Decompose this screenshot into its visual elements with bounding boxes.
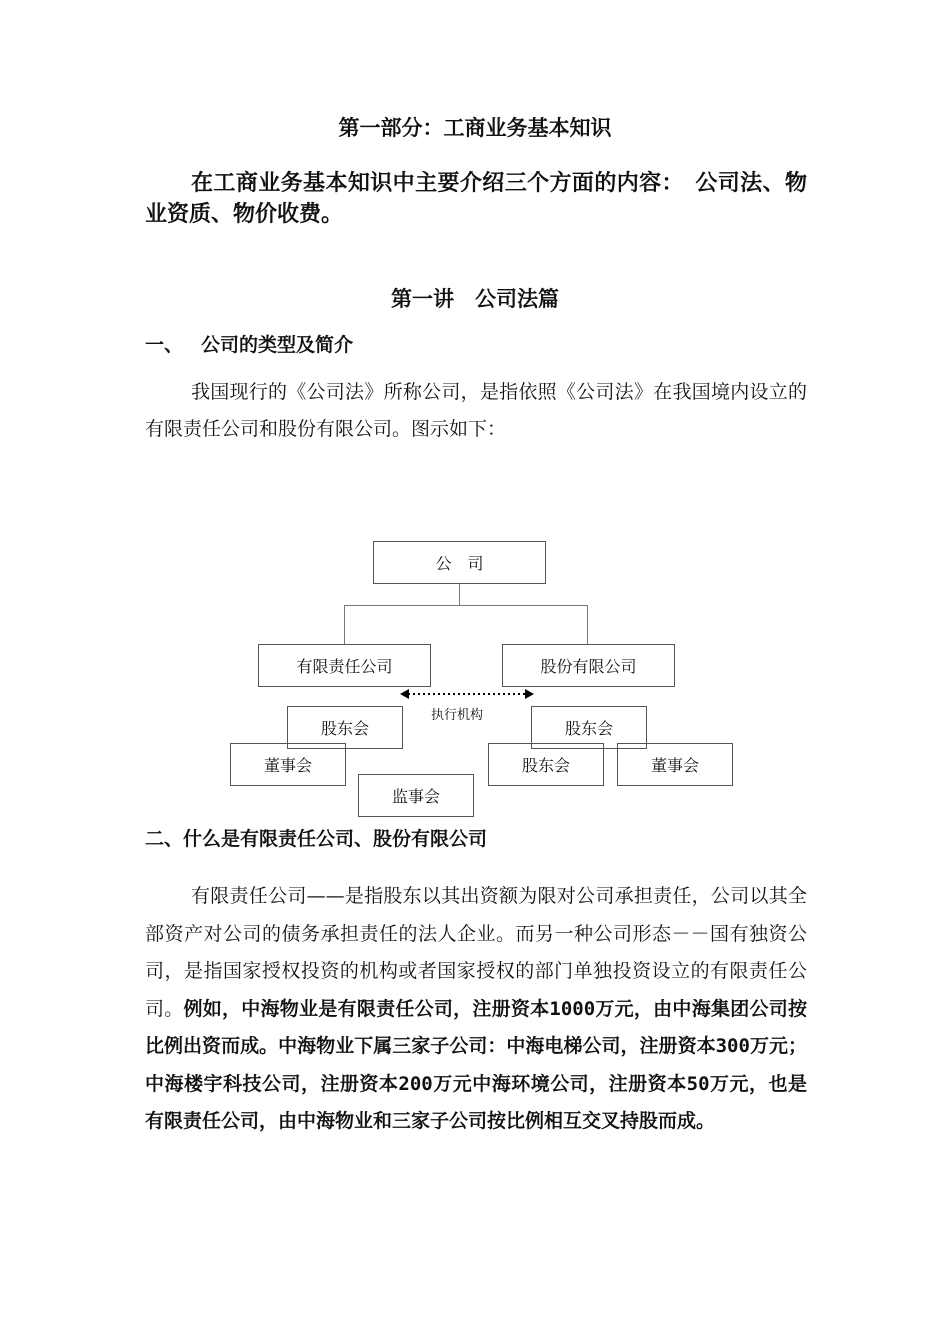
page-title: 第一部分：工商业务基本知识 bbox=[338, 116, 612, 140]
intro-paragraph: 在工商业务基本知识中主要介绍三个方面的内容： 公司法、物业资质、物价收费。 bbox=[145, 170, 807, 227]
section2-text-normal: 有限责任公司——是指股东以其出资额为限对公司承担责任，公司以其全部资产对公司的债务承担责任的法人企业。而另一种公司形态－－国有独资公司，是指国家授权投资的机构或者国家授权的部门单独投资设立的有限责任公司。 bbox=[145, 885, 807, 1020]
section1-paragraph: 我国现行的《公司法》所称公司，是指依照《公司法》在我国境内设立的有限责任公司和股份有限公司。图示如下： bbox=[145, 381, 807, 440]
right-shareholders-bottom-box: 股东会 bbox=[488, 743, 604, 786]
section2-paragraph bbox=[145, 878, 807, 1141]
section2-heading: 二、什么是有限责任公司、股份有限公司 bbox=[145, 828, 488, 850]
root-connector bbox=[459, 583, 460, 606]
right-connector bbox=[587, 605, 588, 645]
lecture-title: 第一讲 公司法篇 bbox=[391, 286, 559, 311]
right-board-box: 董事会 bbox=[617, 743, 733, 786]
section2-text-bold: 例如，中海物业是有限责任公司，注册资本1000万元，由中海集团公司按比例出资而成。中海物业下属三家子公司：中海电梯公司，注册资本300万元；中海楼宇科技公司，注册资本200万元中海环境公司，注册资本50万元，也是有限责任公司，由中海物业和三家子公司按比例相互交叉持股而成。 bbox=[145, 997, 807, 1132]
left-shareholders-box: 股东会 bbox=[287, 706, 403, 749]
section1-number: 一、 bbox=[145, 334, 184, 356]
executive-label: 执行机构 bbox=[431, 708, 484, 723]
section1-heading-text: 公司的类型及简介 bbox=[201, 334, 354, 356]
left-supervisors-box: 监事会 bbox=[358, 774, 474, 817]
section1-heading bbox=[145, 330, 353, 357]
left-board-box: 董事会 bbox=[230, 743, 346, 786]
right-shareholders-top-box: 股东会 bbox=[531, 706, 647, 749]
limited-liability-company-box: 有限责任公司 bbox=[258, 644, 431, 687]
joint-stock-company-box: 股份有限公司 bbox=[502, 644, 675, 687]
branch-connector bbox=[344, 605, 588, 606]
left-connector bbox=[344, 605, 345, 645]
company-box: 公 司 bbox=[373, 541, 546, 584]
executive-arrow bbox=[400, 686, 534, 702]
